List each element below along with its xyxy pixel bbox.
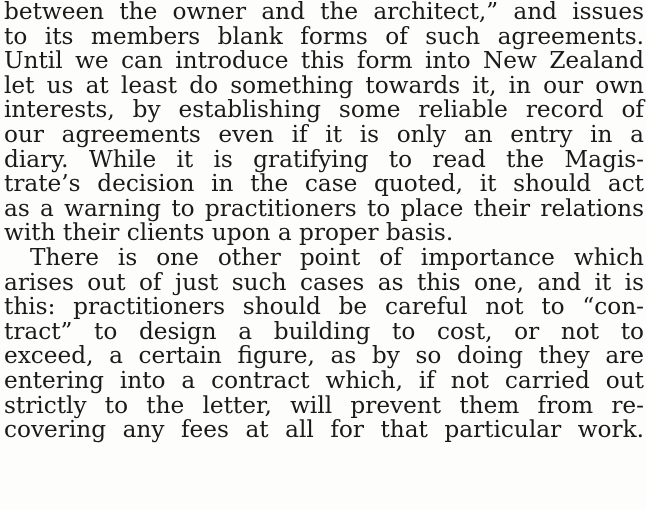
text-line: this: practitioners should be careful not to “con- — [4, 293, 644, 321]
text-line: covering any fees at all for that particular work. — [4, 416, 644, 444]
text-line: let us at least do something towards it, in our own — [4, 71, 644, 99]
text-line: between the owner and the architect,” and issues — [4, 0, 644, 25]
text-line: strictly to the letter, will prevent them from re- — [4, 391, 644, 419]
text-line: entering into a contract which, if not carried out — [4, 366, 644, 394]
body-text — [4, 0, 644, 443]
text-line: to its members blank forms of such agreements. — [4, 22, 644, 50]
text-line: Until we can introduce this form into New Zealand — [4, 47, 644, 75]
text-line: tract” to design a building to cost, or not to — [4, 317, 644, 345]
text-line: exceed, a certain figure, as by so doing they are — [4, 342, 644, 370]
text-line: as a warning to practitioners to place their relations — [4, 194, 644, 222]
text-line: interests, by establishing some reliable record of — [4, 96, 644, 124]
text-line: trate’s decision in the case quoted, it should act — [4, 170, 644, 198]
paragraph-start-line: There is one other point of importance which — [30, 243, 644, 271]
text-line: with their clients upon a proper basis. — [4, 219, 454, 247]
text-line: arises out of just such cases as this one, and it is — [4, 268, 644, 296]
text-line: diary. While it is gratifying to read the Magis- — [4, 145, 644, 173]
text-line: our agreements even if it is only an entry in a — [4, 120, 644, 148]
